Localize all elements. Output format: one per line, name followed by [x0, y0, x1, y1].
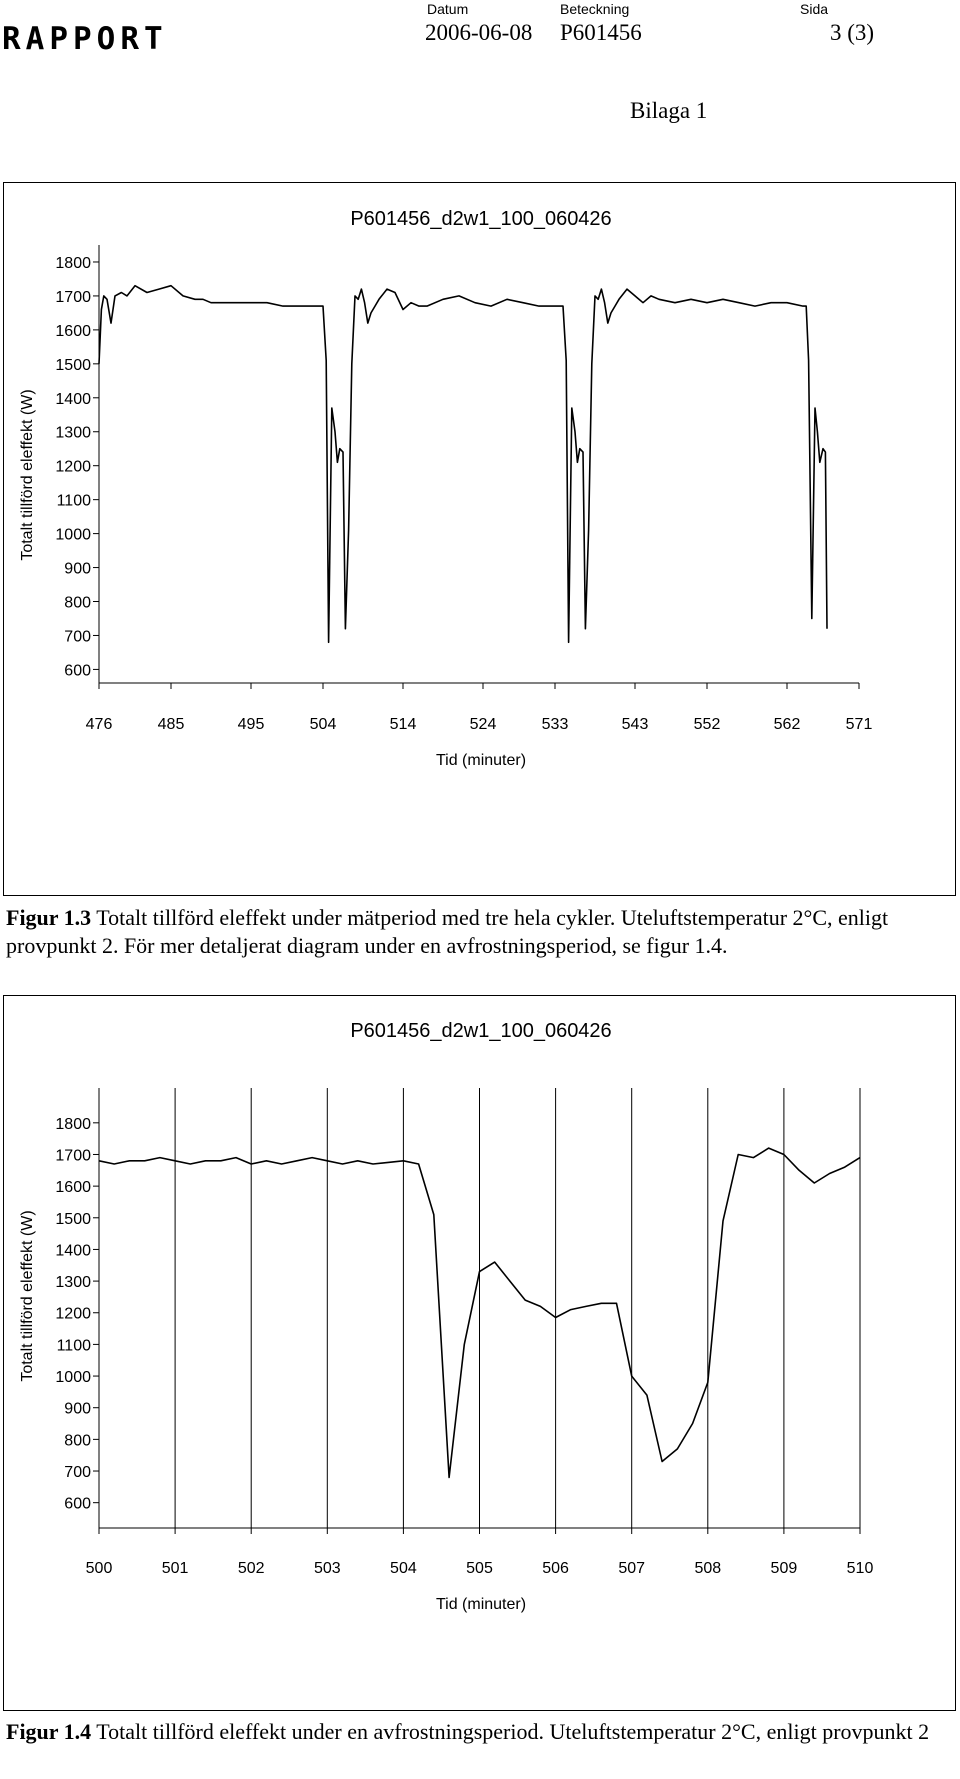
- y-tick-label: 1800: [55, 1115, 91, 1133]
- x-tick-label: 504: [390, 1560, 417, 1577]
- x-tick-label: 500: [85, 1560, 113, 1577]
- chart-figure-2: [3, 995, 956, 1711]
- y-tick-label: 1300: [55, 424, 91, 442]
- x-tick-label: 524: [469, 716, 497, 733]
- x-tick-label: 510: [846, 1560, 874, 1577]
- x-tick-label: 507: [618, 1560, 646, 1577]
- line-chart-2: [4, 996, 957, 1712]
- y-tick-label: 1700: [55, 1147, 91, 1165]
- y-tick-label: 1700: [55, 288, 91, 306]
- y-tick-label: 1000: [55, 526, 91, 544]
- y-tick-label: 700: [64, 1464, 91, 1482]
- x-tick-label: 514: [389, 716, 417, 733]
- x-tick-label: 506: [542, 1560, 569, 1577]
- reference-label: Beteckning: [560, 1, 630, 17]
- x-tick-label: 562: [773, 716, 801, 733]
- y-tick-label: 1600: [55, 322, 91, 340]
- y-axis-label: Totalt tillförd eleffekt (W): [19, 389, 36, 561]
- figure-1-caption-label: Figur 1.3: [6, 905, 92, 930]
- y-tick-label: 1400: [55, 1242, 91, 1260]
- x-tick-label: 502: [237, 1560, 265, 1577]
- y-tick-label: 1100: [56, 492, 91, 510]
- figure-2-caption: [6, 1718, 956, 1746]
- y-tick-label: 1000: [55, 1369, 91, 1387]
- x-tick-label: 533: [541, 716, 569, 733]
- x-axis-label: Tid (minuter): [435, 1596, 527, 1613]
- x-tick-label: 552: [693, 716, 721, 733]
- y-tick-label: 700: [64, 628, 91, 646]
- y-tick-label: 800: [64, 1432, 91, 1450]
- x-tick-label: 543: [621, 716, 649, 733]
- y-tick-label: 1200: [55, 458, 91, 476]
- page-label: Sida: [800, 1, 829, 17]
- x-tick-label: 495: [237, 716, 265, 733]
- y-tick-label: 1500: [55, 1210, 91, 1228]
- y-tick-label: 800: [64, 594, 91, 612]
- figure-2-caption-text: Totalt tillförd eleffekt under en avfrostningsperiod. Uteluftstemperatur 2°C, enligt provpunkt 2: [91, 1719, 930, 1744]
- figure-1-caption-text: Totalt tillförd eleffekt under mätperiod med tre hela cykler. Uteluftstemperatur 2°C, enligt provpunkt 2. För mer detaljerat diagram under en avfrostningsperiod, se figur 1.4.: [6, 905, 889, 958]
- date-value: 2006-06-08: [425, 20, 533, 45]
- x-tick-label: 476: [85, 716, 113, 733]
- chart-figure-1: [3, 182, 956, 896]
- y-tick-label: 1200: [55, 1305, 91, 1323]
- figure-1-caption: [6, 904, 956, 960]
- series-line-0: [99, 286, 827, 643]
- y-tick-label: 1500: [55, 356, 91, 374]
- y-tick-label: 900: [64, 1400, 91, 1418]
- x-axis-label: Tid (minuter): [435, 752, 527, 769]
- y-tick-label: 1100: [56, 1337, 91, 1355]
- y-tick-label: 900: [64, 560, 91, 578]
- appendix-label: Bilaga 1: [630, 98, 708, 123]
- x-tick-label: 505: [466, 1560, 493, 1577]
- chart-title: P601456_d2w1_100_060426: [350, 1020, 612, 1042]
- y-tick-label: 1600: [55, 1179, 91, 1197]
- x-tick-label: 485: [157, 716, 185, 733]
- y-tick-label: 1800: [55, 254, 91, 272]
- y-tick-label: 600: [64, 1495, 91, 1513]
- line-chart-1: [4, 183, 957, 897]
- y-tick-label: 1300: [55, 1274, 91, 1292]
- x-tick-label: 571: [845, 716, 873, 733]
- page-value: 3 (3): [830, 20, 875, 45]
- y-tick-label: 1400: [55, 390, 91, 408]
- date-label: Datum: [427, 1, 469, 17]
- x-tick-label: 503: [313, 1560, 341, 1577]
- x-tick-label: 509: [770, 1560, 798, 1577]
- reference-value: P601456: [560, 20, 642, 45]
- figure-2-caption-label: Figur 1.4: [6, 1719, 92, 1744]
- y-tick-label: 600: [64, 662, 91, 680]
- report-logo: RAPPORT: [2, 21, 168, 57]
- x-tick-label: 504: [309, 716, 337, 733]
- x-tick-label: 508: [694, 1560, 722, 1577]
- chart-title: P601456_d2w1_100_060426: [350, 208, 612, 230]
- x-tick-label: 501: [161, 1560, 189, 1577]
- y-axis-label: Totalt tillförd eleffekt (W): [19, 1210, 36, 1382]
